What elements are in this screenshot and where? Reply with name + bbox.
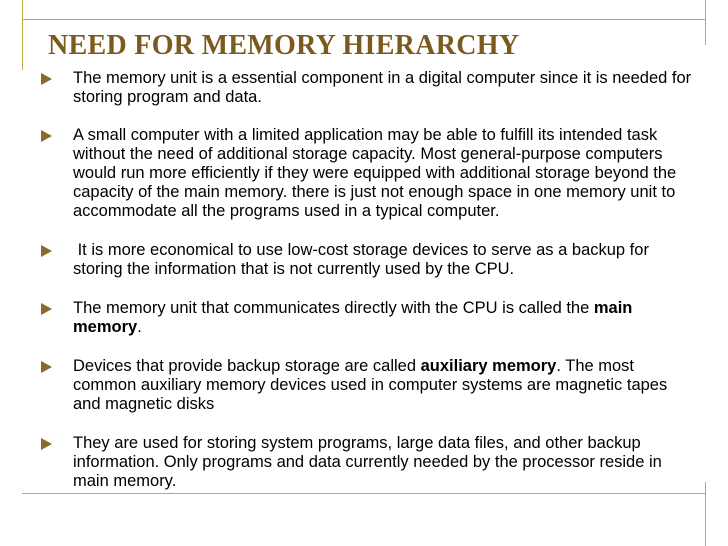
bullet-arrow-icon — [41, 303, 52, 315]
term-main-memory: main memory — [73, 299, 633, 336]
top-rule — [22, 19, 706, 20]
bullet-item — [0, 126, 728, 221]
bullet-item — [0, 69, 728, 107]
bullet-text-end: . The most common auxiliary memory devices used in computer systems are magnetic tapes and magnetic disks — [73, 357, 668, 413]
bullet-item — [0, 357, 728, 414]
bottom-right-rule — [705, 482, 706, 546]
bullet-arrow-icon — [41, 245, 52, 257]
bullet-text: The memory unit is a essential component in a digital computer since it is needed for storing program and data. — [73, 69, 692, 106]
term-auxiliary-memory: auxiliary memory — [420, 357, 557, 375]
slide-title: NEED FOR MEMORY HIERARCHY — [48, 30, 520, 61]
bullet-text: A small computer with a limited application may be able to fulfill its intended task without the need of additional storage capacity. Most general-purpose computers would run more efficiently if they were equipped with additional storage beyond the capacity of the main memory. there is just not enough space in one memory unit to accommodate all the programs used in a typical computer. — [73, 126, 677, 220]
bullet-arrow-icon — [41, 130, 52, 142]
left-rule — [22, 0, 23, 70]
bullet-arrow-icon — [41, 361, 52, 373]
bullet-text: It is more economical to use low-cost storage devices to serve as a backup for storing the information that is not currently used by the CPU. — [73, 241, 654, 278]
bullet-text: They are used for storing system programs, large data files, and other backup information. Only programs and data currently needed by the processor reside in main memory. — [73, 434, 662, 490]
right-rule — [705, 0, 706, 45]
bullet-arrow-icon — [41, 73, 52, 85]
bullet-text-end: . — [137, 318, 142, 336]
bullet-item — [0, 434, 728, 491]
bullet-text: The memory unit that communicates directly with the CPU is called the — [73, 299, 594, 317]
bullet-list — [0, 66, 728, 491]
bullet-arrow-icon — [41, 438, 52, 450]
bullet-item — [0, 241, 728, 279]
bullet-text: Devices that provide backup storage are called — [73, 357, 421, 375]
bottom-rule — [22, 493, 706, 494]
bullet-item — [0, 299, 728, 337]
